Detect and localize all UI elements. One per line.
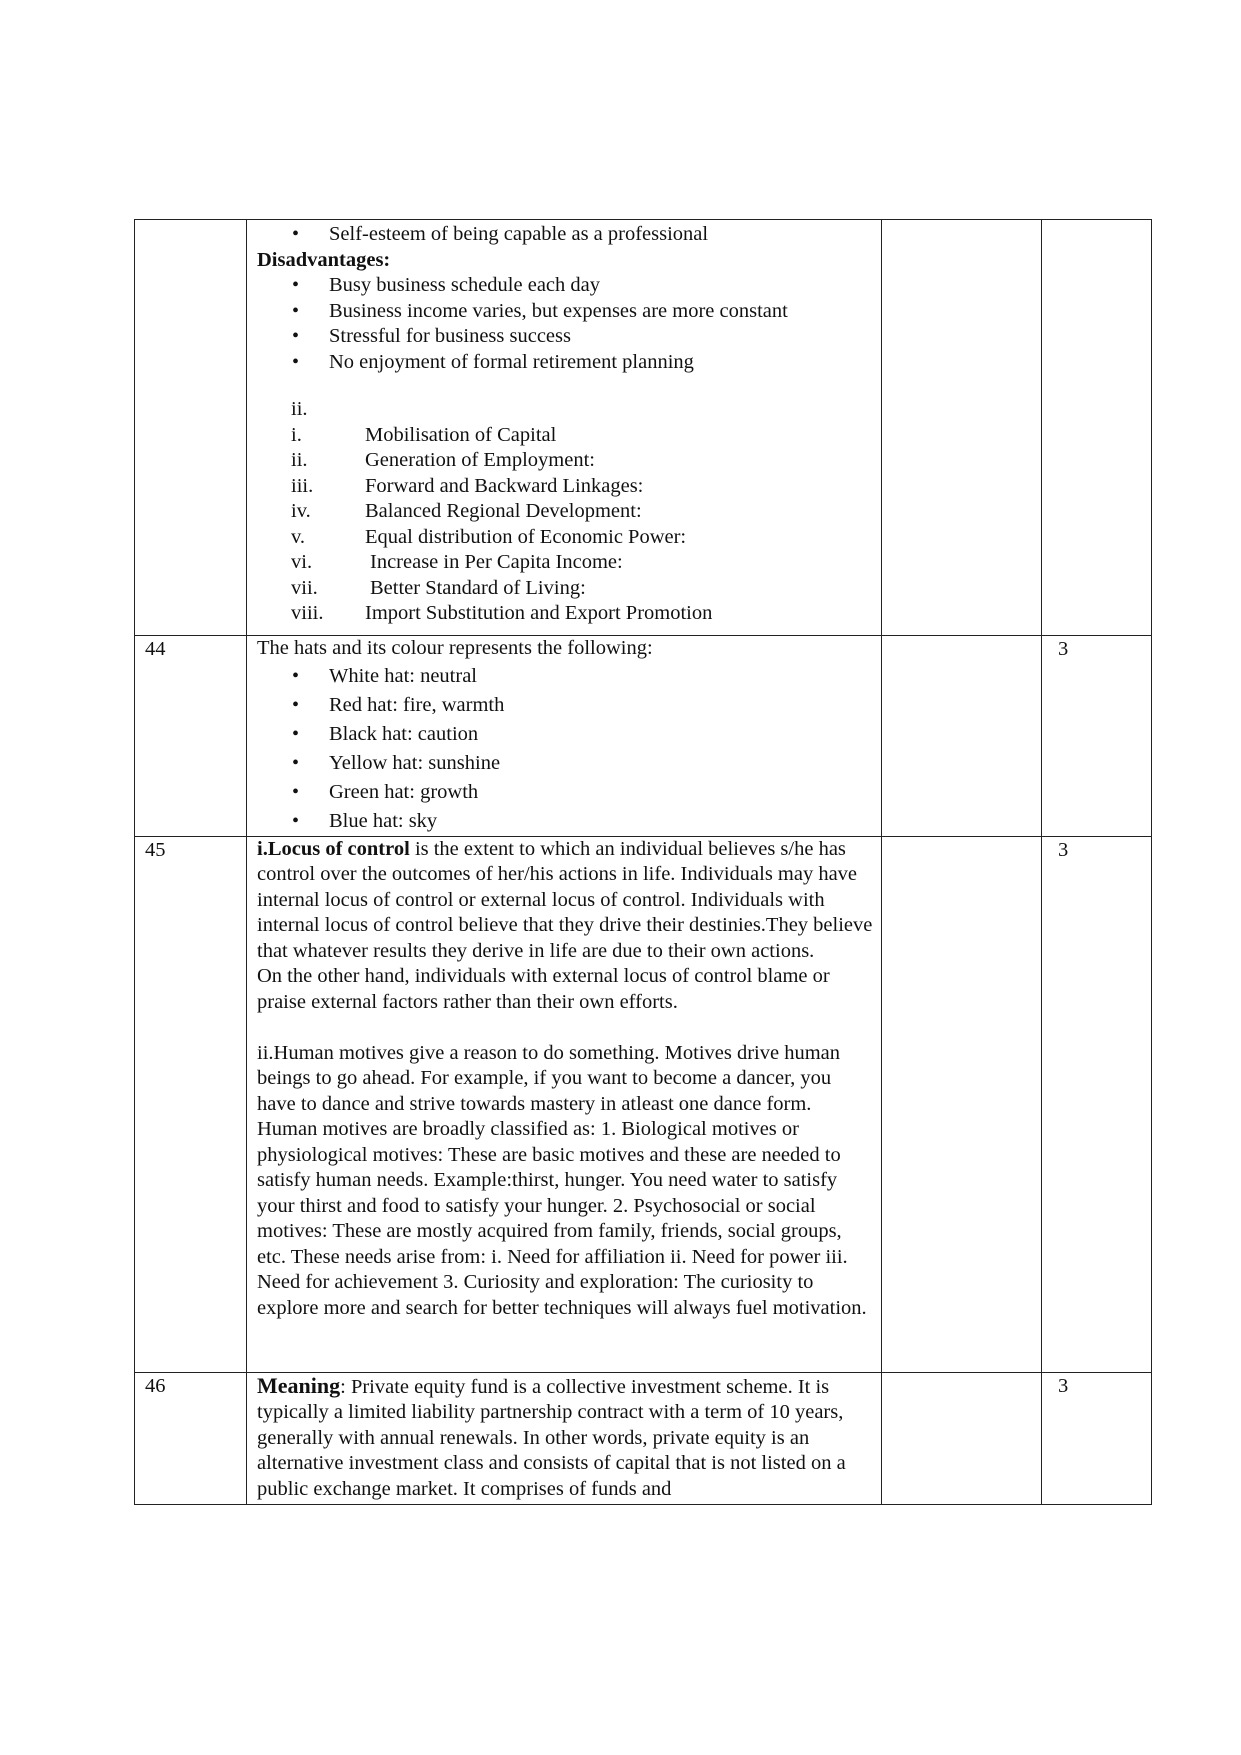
disadvantages-heading: Disadvantages: — [257, 248, 391, 271]
answer-paragraph — [257, 1373, 873, 1503]
item-text: Forward and Backward Linkages: — [365, 474, 644, 497]
disadvantages-list — [257, 273, 873, 375]
paragraph-text: : Private equity fund is a collective investment scheme. It is typically a limited liability partnership contract with a term of 10 years, generally with annual renewals. In other words, private equity is an alternative investment class and consists of capital that is not listed on a public exchange market. It comprises of funds and — [257, 1375, 846, 1500]
list-item — [291, 576, 873, 602]
paragraph-text: is the extent to which an individual believes s/he has control over the outcomes of her/his actions in life. Individuals may have internal locus of control or external locus of control. Individuals with internal locus of control believe that they drive their destinies.They believe that whatever results they derive in life are due to their own actions. — [257, 837, 873, 962]
item-number: vi. — [291, 551, 313, 573]
marks: 3 — [1042, 1372, 1152, 1504]
table-row-q44 — [135, 636, 1152, 837]
part-two — [257, 397, 873, 627]
list-item: • Busy business schedule each day — [289, 273, 873, 299]
answer-intro: The hats and its colour represents the following: — [257, 637, 653, 659]
hats-list — [257, 662, 873, 836]
marks-cell — [1042, 220, 1152, 636]
table-row-continued — [135, 220, 1152, 636]
question-number: 44 — [135, 636, 247, 837]
blank-cell — [882, 220, 1042, 636]
list-item — [291, 423, 873, 449]
term-bold: Meaning — [257, 1372, 341, 1398]
list-item: • Self-esteem of being capable as a professional — [289, 222, 873, 248]
list-item: • Black hat: caution — [289, 720, 873, 749]
item-number: iv. — [291, 500, 311, 522]
marks: 3 — [1042, 636, 1152, 837]
blank-cell — [882, 1372, 1042, 1504]
list-item: • No enjoyment of formal retirement planning — [289, 350, 873, 376]
list-item — [291, 525, 873, 551]
item-text: Increase in Per Capita Income: — [370, 551, 623, 573]
item-text: Equal distribution of Economic Power: — [365, 525, 687, 548]
list-item — [291, 601, 873, 627]
list-item: • White hat: neutral — [289, 662, 873, 691]
list-item: • Stressful for business success — [289, 324, 873, 350]
list-item — [291, 474, 873, 500]
answer-paragraph — [257, 837, 873, 965]
answer-paragraph: On the other hand, individuals with external locus of control blame or praise external factors rather than their own efforts. — [257, 965, 830, 1013]
item-number: ii. — [291, 449, 308, 471]
list-item — [291, 448, 873, 474]
item-number: i. — [291, 423, 302, 446]
item-text: Generation of Employment: — [365, 449, 595, 471]
item-number: vii. — [291, 576, 318, 599]
answer-cell — [247, 836, 882, 1372]
item-number: viii. — [291, 602, 324, 624]
list-item: • Green hat: growth — [289, 778, 873, 807]
list-item — [291, 499, 873, 525]
list-item — [291, 550, 873, 576]
table-row-q46 — [135, 1372, 1152, 1504]
blank-cell — [882, 836, 1042, 1372]
list-item: • Yellow hat: sunshine — [289, 749, 873, 778]
question-number-cell — [135, 220, 247, 636]
advantages-list — [257, 222, 873, 248]
item-text: Import Substitution and Export Promotion — [365, 602, 713, 624]
item-text: Balanced Regional Development: — [365, 500, 642, 522]
list-item: • Blue hat: sky — [289, 807, 873, 836]
item-text: Better Standard of Living: — [370, 576, 586, 599]
item-number: iii. — [291, 474, 314, 497]
answer-cell — [247, 636, 882, 837]
item-text: Mobilisation of Capital — [365, 423, 557, 446]
question-number: 45 — [135, 836, 247, 1372]
marks: 3 — [1042, 836, 1152, 1372]
part-label: ii. — [291, 398, 308, 420]
answer-cell — [247, 1372, 882, 1504]
blank-cell — [882, 636, 1042, 837]
answer-cell — [247, 220, 882, 636]
term-bold: i.Locus of control — [257, 837, 410, 860]
list-item: • Red hat: fire, warmth — [289, 691, 873, 720]
item-number: v. — [291, 525, 306, 548]
answer-table — [134, 219, 1152, 1505]
answer-paragraph: ii.Human motives give a reason to do something. Motives drive human beings to go ahead. For example, if you want to become a dancer, you have to dance and strive towards mastery in atleast one dance form. Human motives are broadly classified as: 1. Biological motives or physiological motives: These are basic motives and these are needed to satisfy human needs. Example:thirst, hunger. You need water to satisfy your thirst and food to satisfy your hunger. 2. Psychosocial or social motives: These are mostly acquired from family, friends, social groups, etc. These needs arise from: i. Need for affiliation ii. Need for power iii. Need for achievement 3. Curiosity and exploration: The curiosity to explore more and search for better techniques will always fuel motivation. — [257, 1041, 867, 1319]
table-row-q45 — [135, 836, 1152, 1372]
list-item: • Business income varies, but expenses are more constant — [289, 299, 873, 325]
question-number: 46 — [135, 1372, 247, 1504]
